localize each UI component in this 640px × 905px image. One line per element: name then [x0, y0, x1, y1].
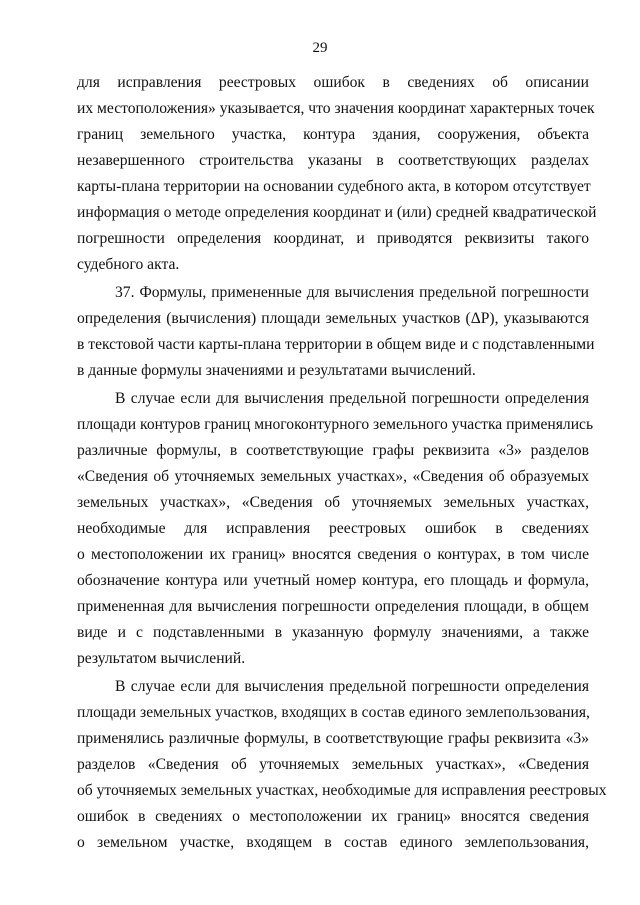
paragraph-multicontour — [77, 386, 594, 672]
paragraph-single-land-use — [77, 674, 607, 856]
text-line: в текстовой части карты-плана территории в общем виде и с подставленными — [77, 336, 595, 353]
text-line: карты-плана территории на основании судебного акта, в котором отсутствует — [77, 178, 591, 195]
text-line: результатом вычислений. — [77, 650, 246, 667]
paragraph-item-37 — [77, 280, 595, 384]
page-number: 29 — [312, 40, 328, 56]
text-line: о земельном участке, входящем в состав единого землепользования, — [77, 834, 589, 851]
text-line: разделов «Сведения об уточняемых земельных участках», «Сведения — [77, 756, 589, 773]
text-line: судебного акта. — [77, 256, 180, 273]
text-line: незавершенного строительства указаны в соответствующих разделах — [77, 152, 589, 169]
text-line: погрешности определения координат, и приводятся реквизиты такого — [77, 230, 589, 247]
text-line: их местоположения» указывается, что значения координат характерных точек — [77, 100, 595, 117]
text-line: площади контуров границ многоконтурного земельного участка применялись — [77, 416, 594, 433]
text-line: применялись различные формулы, в соответствующие графы реквизита «3» — [77, 730, 589, 747]
text-line: 37. Формулы, примененные для вычисления предельной погрешности — [115, 284, 589, 301]
text-line: «Сведения об уточняемых земельных участках», «Сведения об образуемых — [77, 468, 589, 485]
text-line: информация о методе определения координат и (или) средней квадратической — [77, 204, 597, 221]
text-line: определения (вычисления) площади земельных участков (ΔP), указываются — [77, 310, 589, 327]
text-line: в данные формулы значениями и результатами вычислений. — [77, 362, 476, 379]
text-line: В случае если для вычисления предельной погрешности определения — [115, 390, 589, 407]
document-body — [77, 70, 607, 856]
text-line: границ земельного участка, контура здания, сооружения, объекта — [77, 126, 589, 143]
text-line: о местоположении их границ» вносятся сведения о контурах, в том числе — [77, 546, 589, 563]
text-line: для исправления реестровых ошибок в сведениях об описании — [77, 74, 589, 91]
text-line: примененная для вычисления погрешности определения площади, в общем — [77, 598, 589, 615]
text-line: ошибок в сведениях о местоположении их границ» вносятся сведения — [77, 808, 589, 825]
paragraph-continuation — [77, 70, 597, 278]
text-line: виде и с подставленными в указанную формулу значениями, а также — [77, 624, 589, 641]
text-line: различные формулы, в соответствующие графы реквизита «3» разделов — [77, 442, 589, 459]
text-line: об уточняемых земельных участках, необходимые для исправления реестровых — [77, 782, 607, 799]
text-line: В случае если для вычисления предельной погрешности определения — [115, 678, 589, 695]
text-line: площади земельных участков, входящих в состав единого землепользования, — [77, 704, 590, 721]
text-line: земельных участках», «Сведения об уточняемых земельных участках, — [77, 494, 589, 511]
text-line: обозначение контура или учетный номер контура, его площадь и формула, — [77, 572, 589, 589]
text-line: необходимые для исправления реестровых ошибок в сведениях — [77, 520, 589, 537]
